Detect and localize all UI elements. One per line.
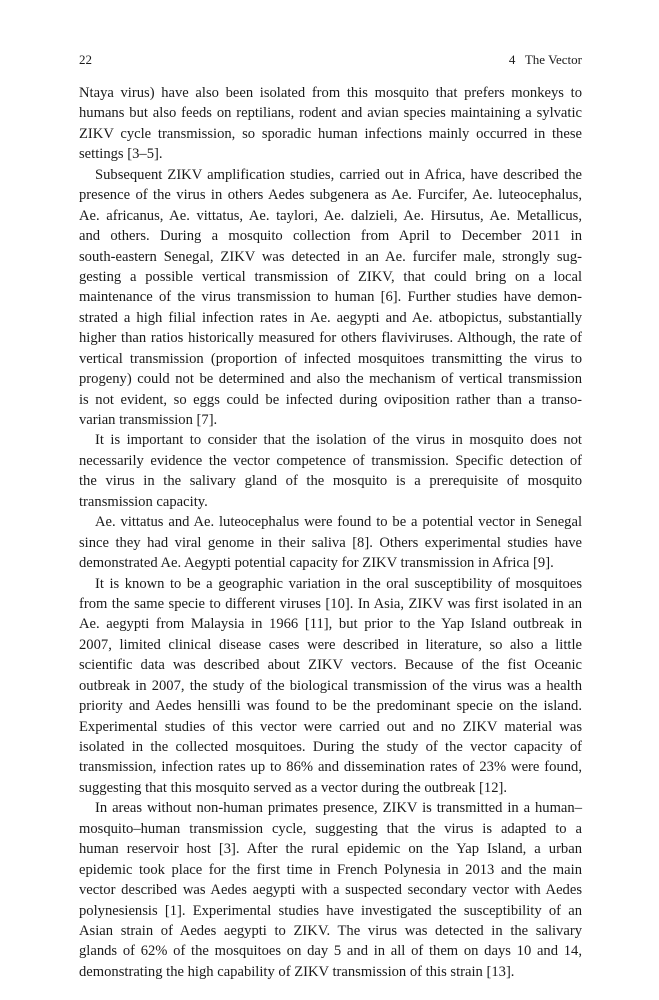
text-line: Experimental studies of this vector were carried out and no ZIKV material was bbox=[79, 718, 582, 735]
text-line: is not evident, so eggs could be infected during oviposition rather than a transo- bbox=[79, 391, 582, 408]
text-line: scientific data was described about ZIKV vectors. Because of the fist Oceanic bbox=[79, 657, 582, 674]
paragraph-first-line: Subsequent ZIKV amplification studies, carried out in Africa, have described the bbox=[95, 166, 582, 183]
text-line: human reservoir host [3]. After the rural epidemic on the Yap Island, a urban bbox=[79, 841, 582, 858]
text-line: Ae. aegypti from Malaysia in 1966 [11], but prior to the Yap Island outbreak in bbox=[79, 616, 582, 633]
text-line: maintenance of the virus transmission to human [6]. Further studies have demon- bbox=[79, 289, 582, 306]
text-line: transmission capacity. bbox=[79, 493, 208, 510]
paragraph-first-line: It is known to be a geographic variation in the oral susceptibility of mosquitoes bbox=[95, 575, 582, 592]
text-line: south-eastern Senegal, ZIKV was detected in an Ae. furcifer male, strongly sug- bbox=[79, 248, 582, 265]
text-line: vector described was Aedes aegypti with a suspected secondary vector with Aedes bbox=[79, 882, 582, 899]
text-line: humans but also feeds on reptilians, rodent and avian species maintaining a sylvatic bbox=[79, 105, 582, 122]
text-line: strated a high filial infection rates in Ae. aegypti and Ae. atbopictus, substantially bbox=[79, 309, 582, 326]
running-header bbox=[79, 51, 582, 69]
text-line: varian transmission [7]. bbox=[79, 412, 218, 428]
text-line: since they had viral genome in their saliva [8]. Others experimental studies have bbox=[79, 534, 582, 551]
text-line: epidemic took place for the first time in French Polynesia in 2013 and the main bbox=[79, 861, 582, 878]
text-line: higher than ratios historically measured for others flaviviruses. Although, the rate of bbox=[79, 330, 582, 347]
text-line: gesting a possible vertical transmission of ZIKV, that could bring on a local bbox=[79, 268, 582, 285]
text-line: priority and Aedes hensilli was found to be the predominant specie on the island. bbox=[79, 698, 582, 715]
text-line: from the same specie to different viruses [10]. In Asia, ZIKV was first isolated in an bbox=[79, 595, 582, 612]
text-line: settings [3–5]. bbox=[79, 146, 163, 163]
text-line: 2007, limited clinical disease cases were described in literature, so also a little bbox=[79, 636, 582, 653]
text-line: suggesting that this mosquito served as a vector during the outbreak [12]. bbox=[79, 779, 507, 796]
page-number: 22 bbox=[79, 52, 92, 67]
text-line: polynesiensis [1]. Experimental studies have investigated the susceptibility of an bbox=[79, 902, 582, 919]
text-line: and others. During a mosquito collection from April to December 2011 in bbox=[79, 228, 582, 245]
paragraph-first-line: In areas without non-human primates presence, ZIKV is transmitted in a human– bbox=[95, 800, 582, 817]
text-line: demonstrated Ae. Aegypti potential capacity for ZIKV transmission in Africa [9]. bbox=[79, 555, 554, 572]
text-line: necessarily evidence the vector competence of transmission. Specific detection of bbox=[79, 452, 582, 469]
body-text bbox=[79, 83, 582, 982]
chapter-title: 4 The Vector bbox=[508, 52, 582, 67]
text-line: Ae. africanus, Ae. vittatus, Ae. taylori, Ae. dalzieli, Ae. Hirsutus, Ae. Metallicus, bbox=[79, 207, 582, 224]
text-line: Asian strain of Aedes aegypti to ZIKV. The virus was detected in the salivary bbox=[79, 922, 582, 939]
text-line: transmission, infection rates up to 86% and dissemination rates of 23% were found, bbox=[79, 759, 582, 776]
paragraph-first-line: It is important to consider that the isolation of the virus in mosquito does not bbox=[95, 432, 582, 449]
text-line: vertical transmission (proportion of infected mosquitoes transmitting the virus to bbox=[79, 350, 582, 367]
text-line: Ntaya virus) have also been isolated from this mosquito that prefers monkeys to bbox=[79, 85, 582, 101]
text-line: presence of the virus in others Aedes subgenera as Ae. Furcifer, Ae. luteocephalus, bbox=[79, 187, 582, 204]
text-line: outbreak in 2007, the study of the biological transmission of the virus was a health bbox=[79, 677, 582, 694]
text-line: isolated in the collected mosquitoes. During the study of the vector capacity of bbox=[79, 739, 582, 755]
text-line: demonstrating the high capability of ZIKV transmission of this strain [13]. bbox=[79, 963, 515, 980]
text-line: the virus in the salivary gland of the mosquito is a prerequisite of mosquito bbox=[79, 473, 582, 490]
paragraph-first-line: Ae. vittatus and Ae. luteocephalus were found to be a potential vector in Senegal bbox=[95, 514, 582, 531]
text-line: ZIKV cycle transmission, so sporadic human infections mainly occurred in these bbox=[79, 125, 582, 142]
text-line: progeny) could not be determined and also the mechanism of vertical transmission bbox=[79, 371, 582, 388]
text-line: glands of 62% of the mosquitoes on day 5 and in all of them on days 10 and 14, bbox=[79, 943, 582, 960]
text-line: mosquito–human transmission cycle, suggesting that the virus is adapted to a bbox=[79, 820, 582, 837]
